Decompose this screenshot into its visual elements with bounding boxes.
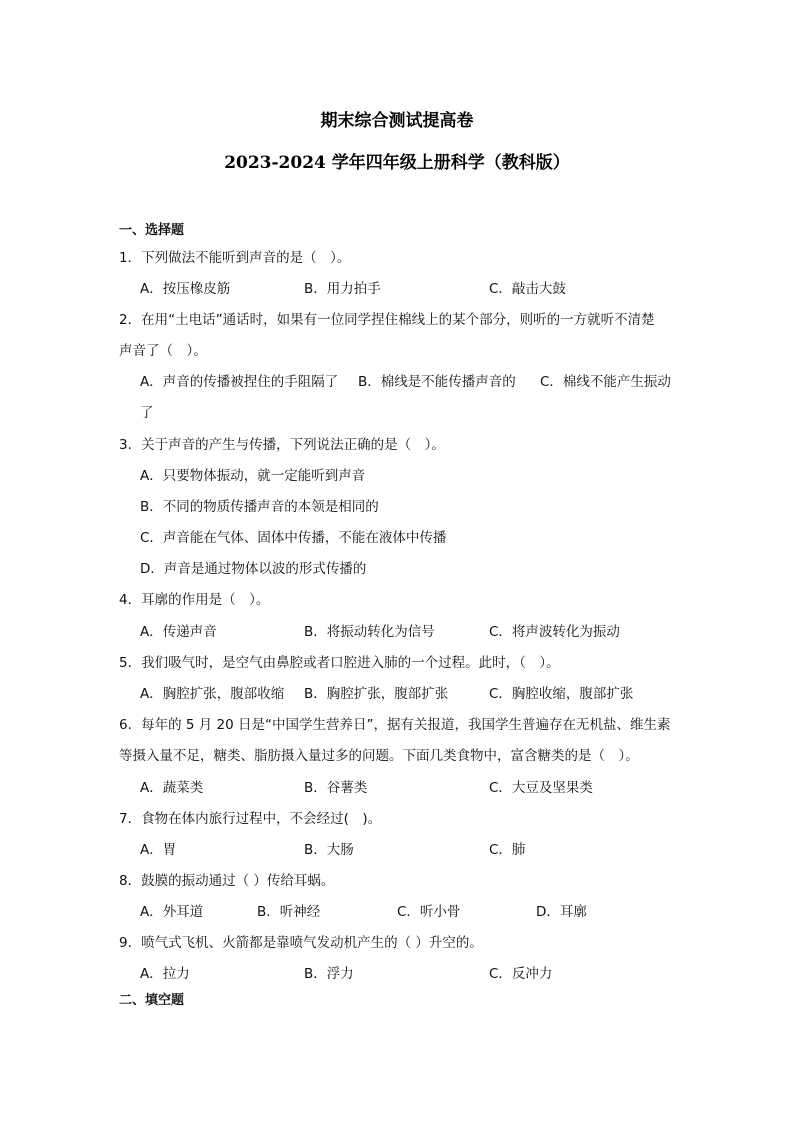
question-2-stem-line-1: 2．在用“土电话”通话时，如果有一位同学捏住棉线上的某个部分，则听的一方就听不清楚 bbox=[119, 312, 655, 328]
question-3-option-c: C．声音能在气体、固体中传播，不能在液体中传播 bbox=[140, 530, 447, 546]
question-7-option-a: A．胃 bbox=[140, 842, 177, 858]
question-3-option-a: A．只要物体振动，就一定能听到声音 bbox=[140, 468, 366, 484]
question-4-option-c: C．将声波转化为振动 bbox=[489, 624, 620, 640]
question-6-option-b: B．谷薯类 bbox=[304, 780, 368, 796]
question-8-option-b: B．听神经 bbox=[257, 904, 321, 920]
question-1-option-c: C．敲击大鼓 bbox=[489, 281, 566, 297]
question-6-option-a: A．蔬菜类 bbox=[140, 780, 204, 796]
exam-subtitle: 2023-2024 学年四年级上册科学（教科版） bbox=[224, 153, 570, 173]
question-6-option-c: C．大豆及坚果类 bbox=[489, 780, 593, 796]
question-7-stem: 7．食物在体内旅行过程中，不会经过( )。 bbox=[119, 811, 382, 827]
exam-title: 期末综合测试提高卷 bbox=[320, 111, 474, 131]
question-5-option-b: B．胸腔扩张，腹部扩张 bbox=[304, 686, 449, 702]
question-9-stem: 9．喷气式飞机、火箭都是靠喷气发动机产生的（ ）升空的。 bbox=[119, 935, 483, 951]
question-3-stem: 3．关于声音的产生与传播，下列说法正确的是（ ）。 bbox=[119, 437, 445, 453]
question-5-option-a: A．胸腔扩张，腹部收缩 bbox=[140, 686, 285, 702]
question-6-stem-line-2: 等摄入量不足，糖类、脂肪摄入量过多的问题。下面几类食物中，富含糖类的是（ ）。 bbox=[119, 748, 639, 764]
question-2-option-b: B．棉线是不能传播声音的 bbox=[358, 374, 516, 390]
question-3-option-d: D．声音是通过物体以波的形式传播的 bbox=[140, 561, 367, 577]
question-2-option-a: A．声音的传播被捏住的手阻隔了 bbox=[140, 374, 339, 390]
question-9-option-c: C．反冲力 bbox=[489, 966, 553, 982]
question-7-option-b: B．大肠 bbox=[304, 842, 354, 858]
question-2-option-c: C．棉线不能产生振动 bbox=[540, 374, 671, 390]
question-9-option-b: B．浮力 bbox=[304, 966, 354, 982]
question-4-option-a: A．传递声音 bbox=[140, 624, 217, 640]
question-6-stem-line-1: 6．每年的 5 月 20 日是“中国学生营养日”，据有关报道，我国学生普遍存在无机盐、维生素 bbox=[119, 717, 671, 733]
question-2-option-wrap: 了 bbox=[140, 405, 154, 421]
question-5-stem: 5．我们吸气时，是空气由鼻腔或者口腔进入肺的一个过程。此时，（ ）。 bbox=[119, 655, 560, 671]
question-4-stem: 4．耳廓的作用是（ ）。 bbox=[119, 592, 270, 608]
section-heading-choice: 一、选择题 bbox=[119, 223, 185, 238]
question-8-option-d: D．耳廓 bbox=[536, 904, 587, 920]
question-1-stem: 1．下列做法不能听到声音的是（ ）。 bbox=[119, 250, 351, 266]
question-9-option-a: A．拉力 bbox=[140, 966, 190, 982]
question-5-option-c: C．胸腔收缩，腹部扩张 bbox=[489, 686, 634, 702]
question-8-stem: 8．鼓膜的振动通过（ ）传给耳蜗。 bbox=[119, 873, 335, 889]
question-4-option-b: B．将振动转化为信号 bbox=[304, 624, 435, 640]
question-1-option-b: B．用力拍手 bbox=[304, 281, 381, 297]
question-3-option-b: B．不同的物质传播声音的本领是相同的 bbox=[140, 499, 379, 515]
question-1-option-a: A．按压橡皮筋 bbox=[140, 281, 231, 297]
section-heading-fill-blank: 二、填空题 bbox=[119, 993, 185, 1008]
question-7-option-c: C．肺 bbox=[489, 842, 526, 858]
question-2-stem-line-2: 声音了（ ）。 bbox=[119, 343, 207, 359]
question-8-option-a: A．外耳道 bbox=[140, 904, 204, 920]
question-8-option-c: C．听小骨 bbox=[397, 904, 461, 920]
